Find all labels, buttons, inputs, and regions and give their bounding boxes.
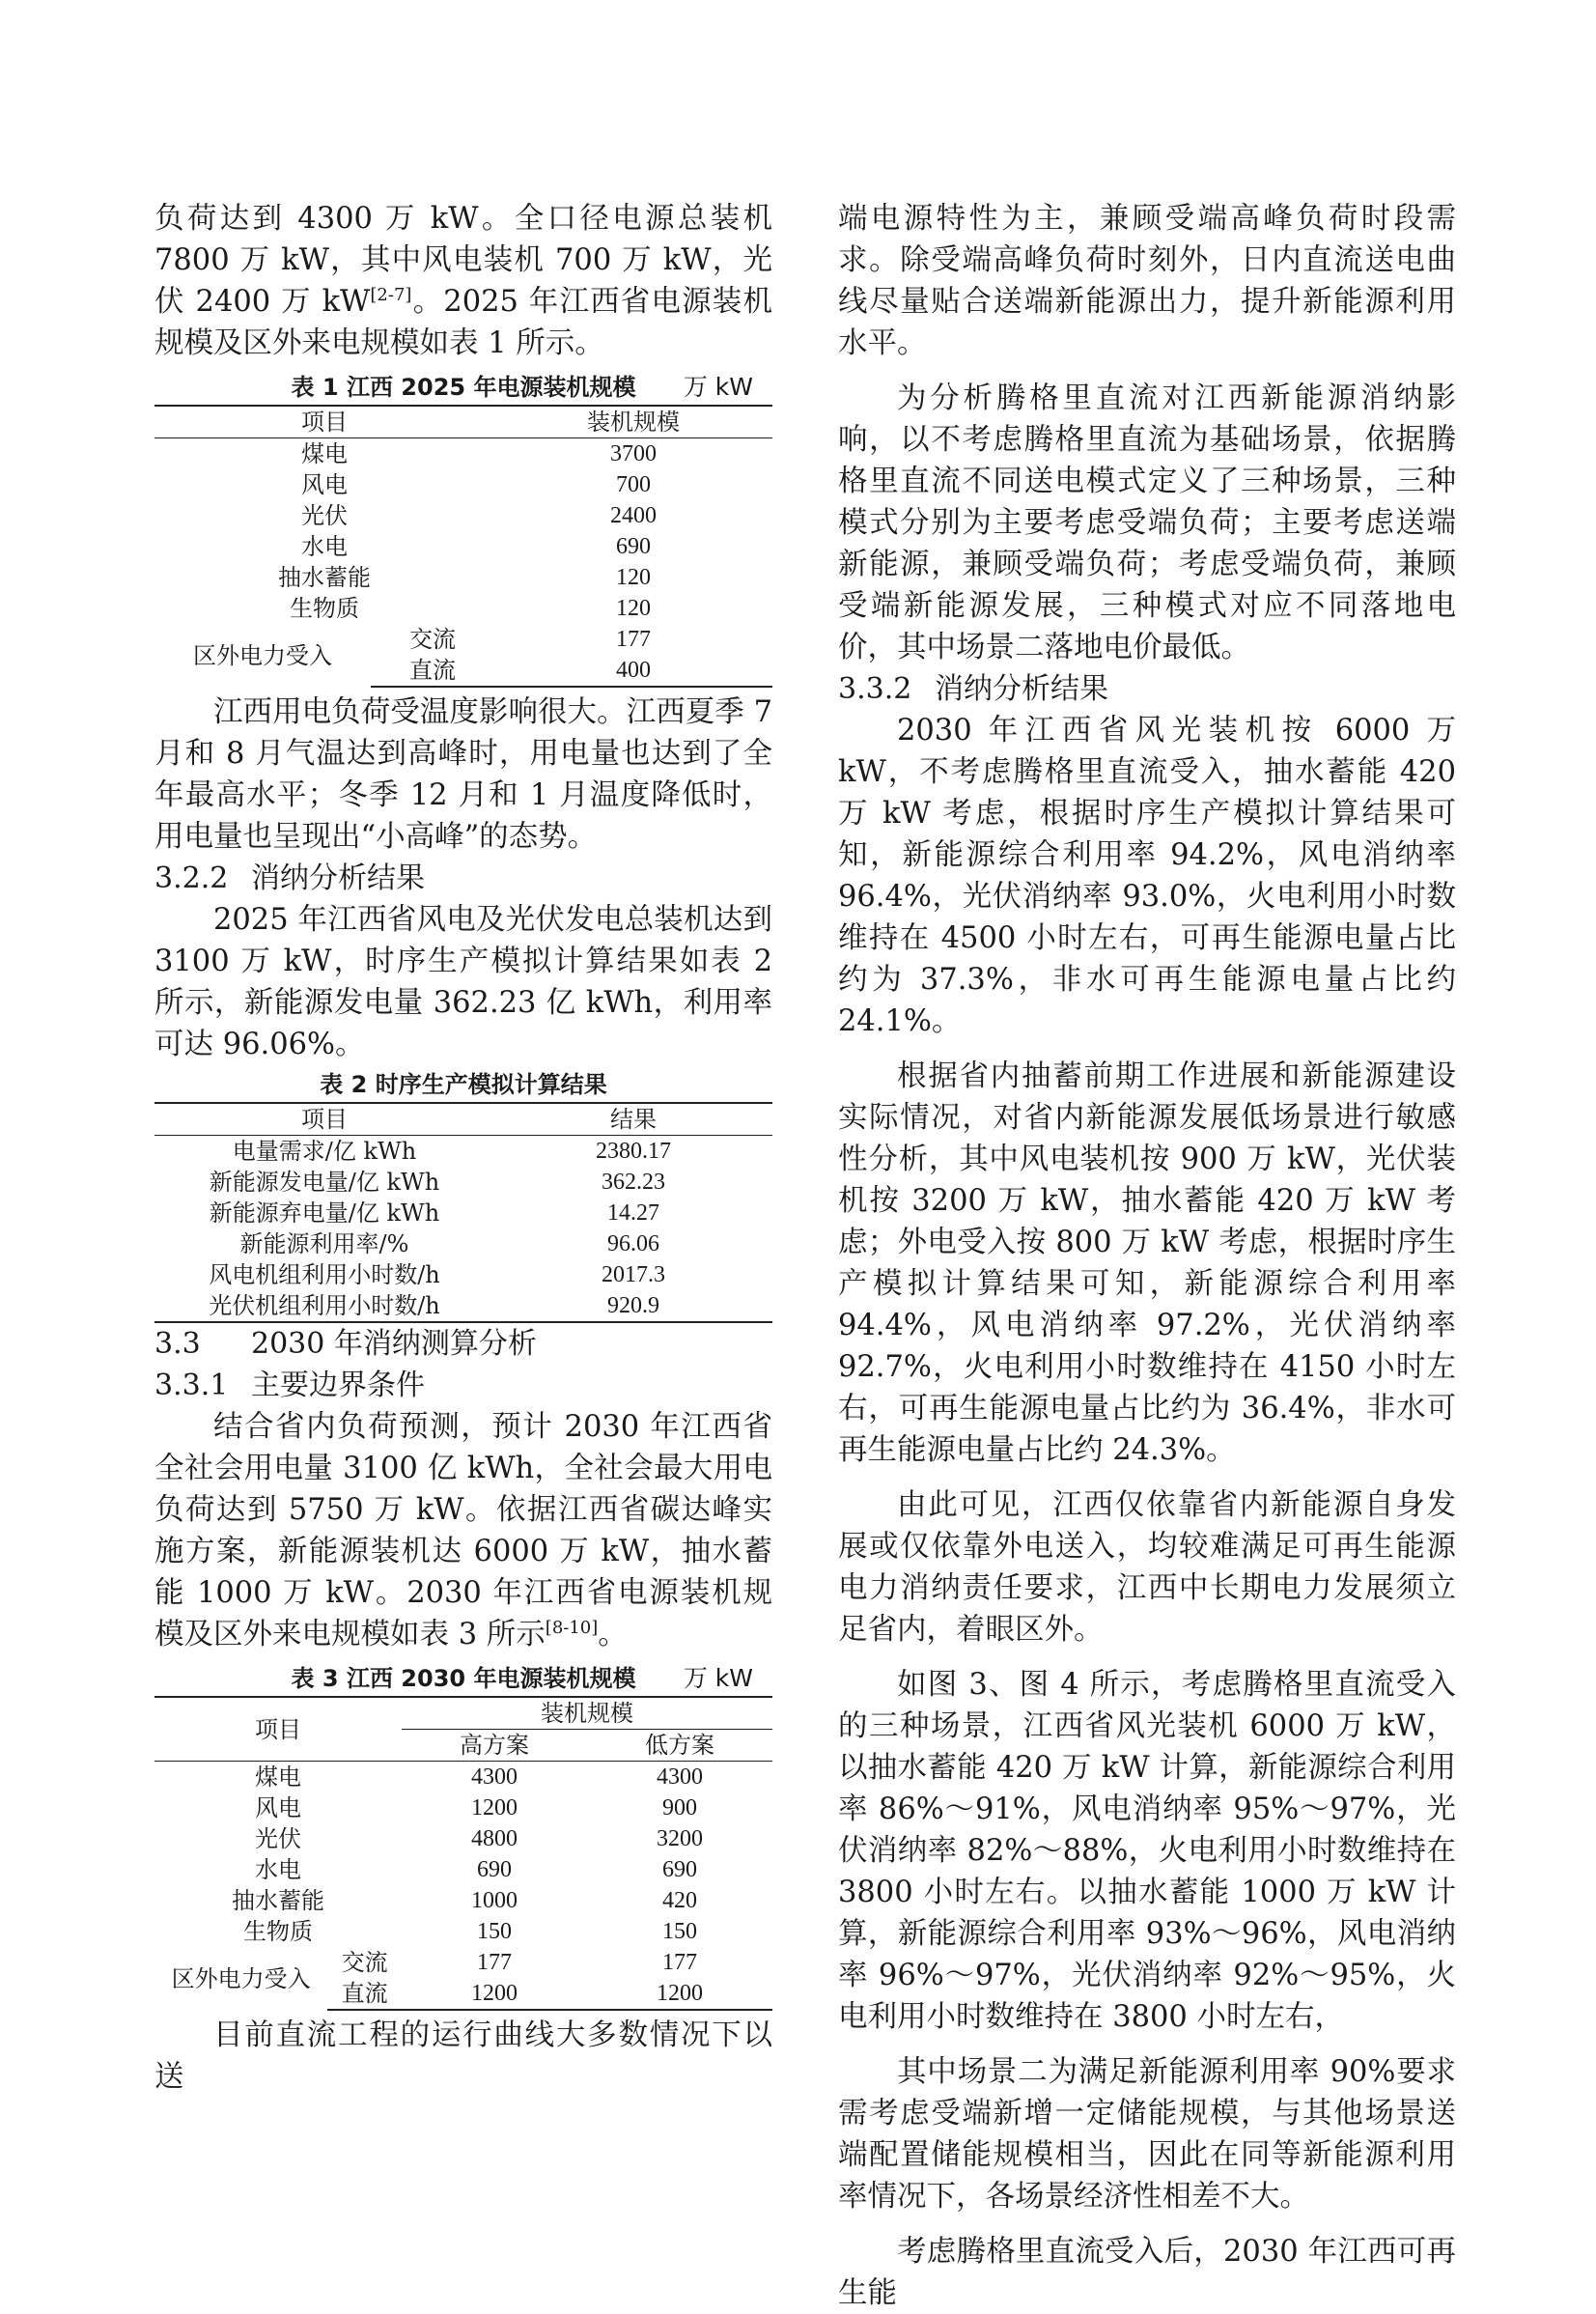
citation: [2-7] xyxy=(370,284,412,305)
table-caption: 表 3 江西 2030 年电源装机规模 万 kW xyxy=(154,1661,772,1696)
table-header: 项目 结果 xyxy=(154,1103,772,1136)
table-header: 项目 装机规模 xyxy=(154,1697,772,1730)
table-row: 区外电力受入 交流 177 177 xyxy=(171,1949,697,1992)
paragraph: 根据省内抽蓄前期工作进展和新能源建设实际情况，对省内新能源发展低场景进行敏感性分析，其中风电装机按 900 万 kW，光伏装机按 3200 万 kW，抽水蓄能 420 万 kW 考虑；外电受入按 800 万 kW 考虑，根据时序生产模拟计算结果可知，新能源综合利用率 94.4%，风电消纳率 97.2%，光伏消纳率 92.7%，火电利用小时数维持在 4150 小时左右，可再生能源电量占比约为 36.4%，非水可再生能源电量占比约 24.3%。 xyxy=(838,1059,1456,1467)
paragraph: 其中场景二为满足新能源利用率 90%要求需考虑受端新增一定储能规模，与其他场景送端配置储能规模相当，因此在同等新能源利用率情况下，各场景经济性相差不大。 xyxy=(838,2055,1456,2214)
table-row: 水电 690 xyxy=(301,533,651,560)
paragraph: 如图 3、图 4 所示，考虑腾格里直流受入的三种场景，江西省风光装机 6000 万 kW，以抽水蓄能 420 万 kW 计算，新能源综合利用率 86%～91%，风电消纳率 95%～97%，光伏消纳率 82%～88%，火电利用小时数维持在 3800 小时左右。以抽水蓄能 1000 万 kW 计算，新能源综合利用率 93%～96%，风电消纳率 96%～97%，光伏消纳率 92%～95%，火电利用小时数维持在 3800 小时左右， xyxy=(838,1668,1456,2034)
table-caption: 表 2 时序生产模拟计算结果 xyxy=(320,1071,607,1098)
table-row: 风电 700 xyxy=(301,471,651,498)
left-column xyxy=(154,198,772,2098)
table-header: 高方案 低方案 xyxy=(154,1730,772,1762)
table-row: 电量需求/亿 kWh 2380.17 xyxy=(232,1138,671,1165)
table-2030-capacity xyxy=(154,1696,772,2011)
paragraph: 负荷达到 4300 万 kW。全口径电源总装机 7800 万 kW，其中风电装机 700 万 kW，光伏 2400 万 kW[2-7]。2025 年江西省电源装机规模及区外来电规模如表 1 所示。 xyxy=(154,202,772,360)
table-2025-capacity xyxy=(154,405,772,688)
table-row: 风电 1200 900 xyxy=(254,1794,697,1821)
table-row: 新能源利用率/% 96.06 xyxy=(239,1230,659,1257)
table-row: 直流 1200 1200 xyxy=(154,1978,772,2010)
table-row: 煤电 4300 4300 xyxy=(254,1764,703,1791)
section-heading: 3.3 2030 年消纳测算分析 xyxy=(154,1327,537,1361)
right-column xyxy=(838,198,1456,2314)
table-row: 水电 690 690 xyxy=(254,1856,697,1883)
citation: [8-10] xyxy=(545,1617,599,1638)
table-unit: 万 kW xyxy=(683,373,753,401)
table-row: 光伏机组利用小时数/h 920.9 xyxy=(154,1290,772,1322)
table-row: 光伏 2400 xyxy=(301,502,657,529)
table-caption: 表 1 江西 2025 年电源装机规模 万 kW xyxy=(154,370,772,405)
paragraph: 江西用电负荷受温度影响很大。江西夏季 7 月和 8 月气温达到高峰时，用电量也达到了全年最高水平；冬季 12 月和 1 月温度降低时，用电量也呈现出“小高峰”的态势。 xyxy=(154,695,772,854)
paragraph: 端电源特性为主，兼顾受端高峰负荷时段需求。除受端高峰负荷时刻外，日内直流送电曲线尽量贴合送端新能源出力，提升新能源利用水平。 xyxy=(838,202,1456,360)
table-row: 区外电力受入 交流 177 xyxy=(193,626,651,669)
table-row: 风电机组利用小时数/h 2017.3 xyxy=(209,1261,665,1288)
paragraph: 考虑腾格里直流受入后，2030 年江西可再生能 xyxy=(838,2235,1456,2310)
table-row: 光伏 4800 3200 xyxy=(254,1825,703,1852)
table-row: 新能源发电量/亿 kWh 362.23 xyxy=(209,1169,665,1196)
table-row: 抽水蓄能 1000 420 xyxy=(231,1887,697,1914)
paragraph: 2025 年江西省风电及光伏发电总装机达到 3100 万 kW，时序生产模拟计算结果如表 2 所示，新能源发电量 362.23 亿 kWh，利用率可达 96.06%。 xyxy=(154,903,772,1061)
paragraph: 由此可见，江西仅依靠省内新能源自身发展或仅依靠外电送入，均较难满足可再生能源电力消纳责任要求，江西中长期电力发展须立足省内，着眼区外。 xyxy=(838,1488,1456,1647)
table-header: 项目 装机规模 xyxy=(154,406,772,438)
section-heading: 3.2.2 消纳分析结果 xyxy=(154,861,425,895)
table-unit: 万 kW xyxy=(683,1664,753,1692)
paragraph: 为分析腾格里直流对江西新能源消纳影响，以不考虑腾格里直流为基础场景，依据腾格里直流不同送电模式定义了三种场景，三种模式分别为主要考虑受端负荷；主要考虑送端新能源，兼顾受端负荷；考虑受端负荷，兼顾受端新能源发展，三种模式对应不同落地电价，其中场景二落地电价最低。 xyxy=(838,381,1456,664)
table-row: 抽水蓄能 120 xyxy=(278,564,651,591)
paragraph: 目前直流工程的运行曲线大多数情况下以送 xyxy=(154,2018,772,2094)
table-row: 生物质 150 150 xyxy=(242,1918,697,1945)
table-row: 生物质 120 xyxy=(290,595,651,622)
table-row: 煤电 3700 xyxy=(301,440,657,467)
table-row: 新能源弃电量/亿 kWh 14.27 xyxy=(209,1199,659,1227)
table-simulation-results xyxy=(154,1102,772,1323)
paragraph: 2030 年江西省风光装机按 6000 万 kW，不考虑腾格里直流受入，抽水蓄能 420 万 kW 考虑，根据时序生产模拟计算结果可知，新能源综合利用率 94.2%，风电消纳率 96.4%，光伏消纳率 93.0%，火电利用小时数维持在 4500 小时左右，可再生能源电量占比约为 37.3%，非水可再生能源电量占比约 24.1%。 xyxy=(838,714,1456,1038)
section-heading: 3.3.1 主要边界条件 xyxy=(154,1369,425,1402)
table-row: 直流 400 xyxy=(154,655,772,687)
paragraph: 结合省内负荷预测，预计 2030 年江西省全社会用电量 3100 亿 kWh，全社会最大用电负荷达到 5750 万 kW。依据江西省碳达峰实施方案，新能源装机达 6000 万 kW，抽水蓄能 1000 万 kW。2030 年江西省电源装机规模及区外来电规模如表 3 所示[8-10]。 xyxy=(154,1410,772,1651)
section-heading: 3.3.2 消纳分析结果 xyxy=(838,672,1108,706)
